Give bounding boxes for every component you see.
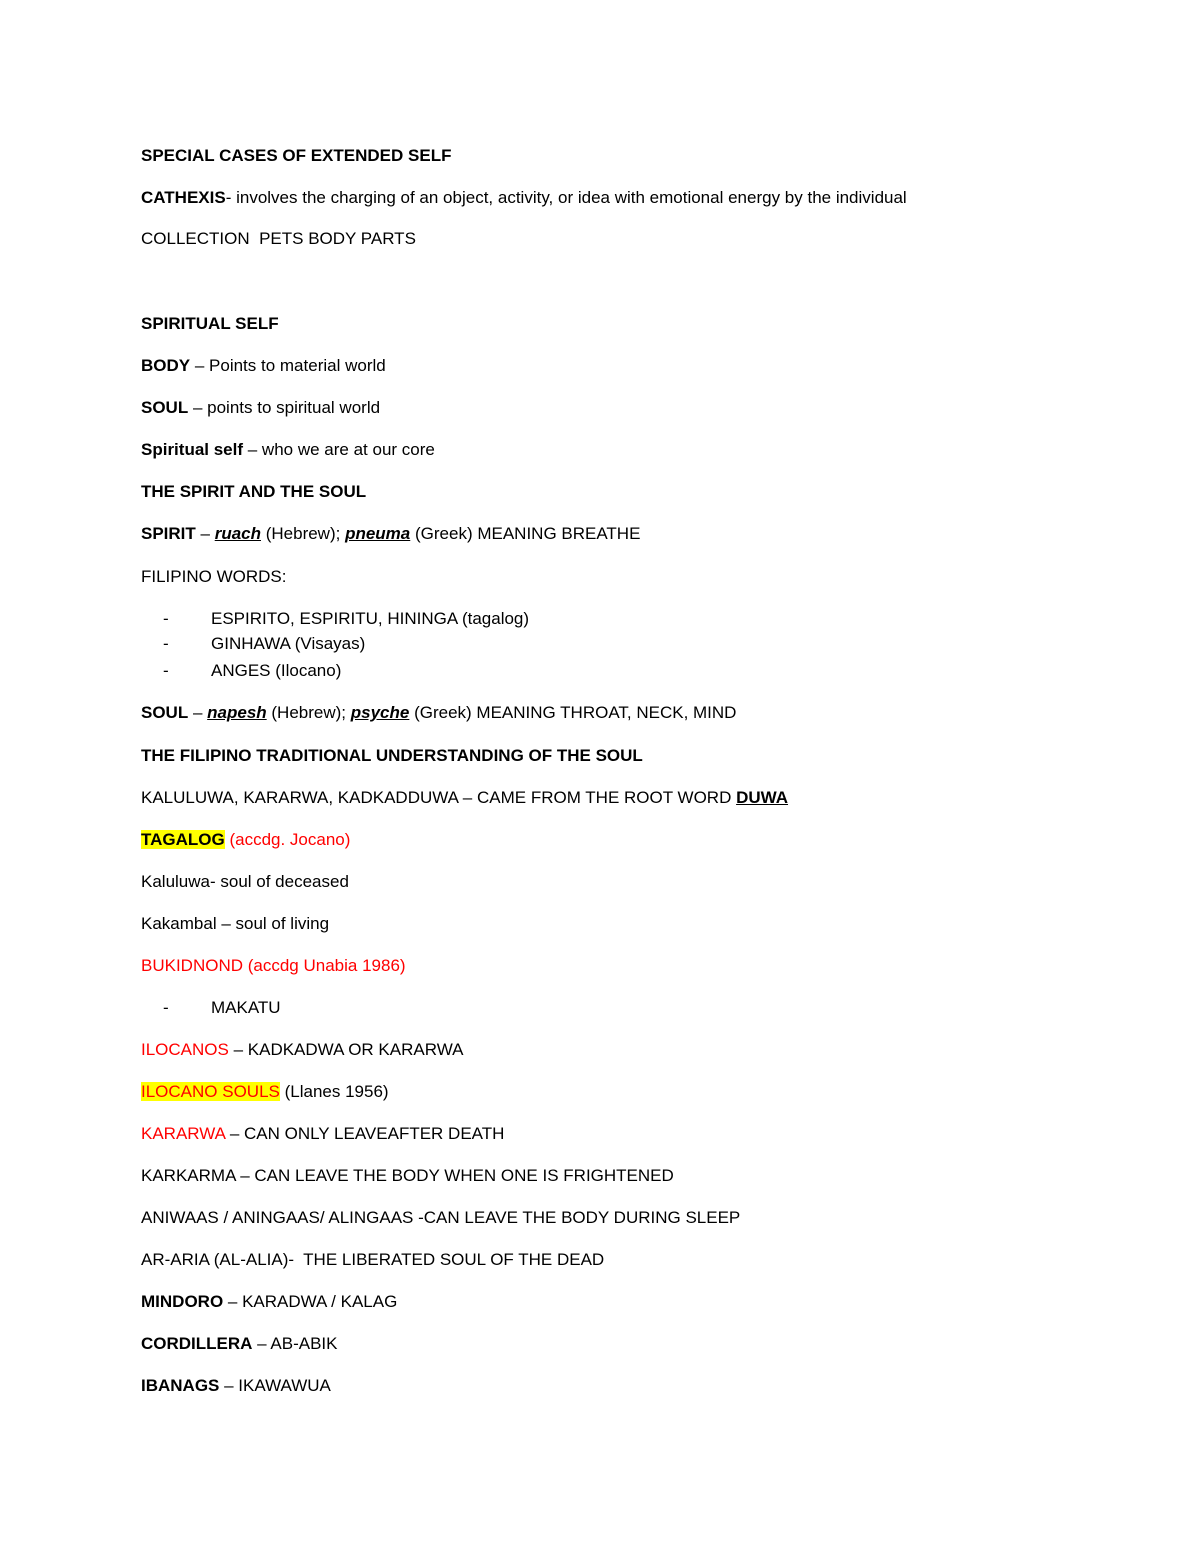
mindoro-line <box>141 1291 397 1313</box>
ilocanos-line <box>141 1039 463 1061</box>
kararwa-definition: – CAN ONLY LEAVEAFTER DEATH <box>225 1124 505 1143</box>
kararwa-label: KARARWA <box>141 1124 226 1143</box>
heading-spiritual-self: SPIRITUAL SELF <box>141 314 279 333</box>
ilocanos-label: ILOCANOS <box>141 1040 229 1059</box>
list-item: MAKATU <box>211 998 281 1017</box>
ilocano-souls-line <box>141 1081 389 1103</box>
cathexis-line <box>141 187 907 209</box>
soul-term: SOUL <box>141 398 189 417</box>
ilocanos-definition: – KADKADWA OR KARARWA <box>228 1040 464 1059</box>
soul-etymology-line <box>141 702 736 724</box>
root-word-line <box>141 787 788 809</box>
soul-hebrew-word: napesh <box>207 703 267 722</box>
ibanags-line <box>141 1375 331 1397</box>
spiritual-self-line <box>141 439 435 461</box>
cordillera-term: CORDILLERA <box>141 1334 253 1353</box>
spirit-hebrew-label: (Hebrew); <box>261 524 346 543</box>
body-term: BODY <box>141 356 191 375</box>
bullet-dash: - <box>163 998 169 1017</box>
heading-filipino-soul: THE FILIPINO TRADITIONAL UNDERSTANDING OF THE SOUL <box>141 746 643 765</box>
body-line <box>141 355 386 377</box>
bullet-dash: - <box>163 609 169 628</box>
soul-line <box>141 397 380 419</box>
spiritual-self-definition: – who we are at our core <box>243 440 435 459</box>
heading-extended-self: SPECIAL CASES OF EXTENDED SELF <box>141 146 452 165</box>
cordillera-definition: – AB-ABIK <box>252 1334 338 1353</box>
soul-etym-term: SOUL <box>141 703 189 722</box>
ibanags-definition: – IKAWAWUA <box>219 1376 331 1395</box>
cathexis-term: CATHEXIS <box>141 188 226 207</box>
mindoro-term: MINDORO <box>141 1292 224 1311</box>
body-definition: – Points to material world <box>190 356 386 375</box>
mindoro-definition: – KARADWA / KALAG <box>223 1292 398 1311</box>
spirit-greek-word: pneuma <box>345 524 411 543</box>
root-word-text: KALULUWA, KARARWA, KADKADDUWA – CAME FROM THE ROOT WORD <box>141 788 737 807</box>
spirit-etymology-line <box>141 523 640 545</box>
karkarma-line: KARKARMA – CAN LEAVE THE BODY WHEN ONE IS FRIGHTENED <box>141 1166 674 1185</box>
kararwa-line <box>141 1123 504 1145</box>
list-item: GINHAWA (Visayas) <box>211 634 366 653</box>
bullet-dash: - <box>163 661 169 680</box>
list-item: ESPIRITO, ESPIRITU, HININGA (tagalog) <box>211 609 530 628</box>
list-item: ANGES (Ilocano) <box>211 661 342 680</box>
soul-hebrew-label: (Hebrew); <box>266 703 351 722</box>
tagalog-source: (accdg. Jocano) <box>224 830 351 849</box>
cathexis-definition: - involves the charging of an object, activity, or idea with emotional energy by the individual <box>225 188 907 207</box>
cordillera-line <box>141 1333 338 1355</box>
aniwaas-line: ANIWAAS / ANINGAAS/ ALINGAAS -CAN LEAVE THE BODY DURING SLEEP <box>141 1208 741 1227</box>
spirit-hebrew-word: ruach <box>214 524 261 543</box>
ilocano-souls-label: ILOCANO SOULS <box>141 1082 280 1101</box>
ibanags-term: IBANAGS <box>141 1376 220 1395</box>
spirit-greek-label: (Greek) MEANING BREATHE <box>410 524 641 543</box>
soul-etym-dash: – <box>188 703 208 722</box>
kaluluwa-line: Kaluluwa- soul of deceased <box>141 872 349 891</box>
soul-greek-word: psyche <box>350 703 410 722</box>
root-word: DUWA <box>736 788 789 807</box>
bukidnond-line: BUKIDNOND (accdg Unabia 1986) <box>141 956 406 975</box>
tagalog-label: TAGALOG <box>141 830 225 849</box>
cathexis-examples: COLLECTION PETS BODY PARTS <box>141 229 416 248</box>
ilocano-souls-source: (Llanes 1956) <box>279 1082 389 1101</box>
spirit-term: SPIRIT <box>141 524 196 543</box>
heading-spirit-and-soul: THE SPIRIT AND THE SOUL <box>141 482 367 501</box>
spiritual-self-term: Spiritual self <box>141 440 244 459</box>
kakambal-line: Kakambal – soul of living <box>141 914 330 933</box>
soul-definition: – points to spiritual world <box>188 398 381 417</box>
tagalog-line <box>141 829 350 851</box>
filipino-words-label: FILIPINO WORDS: <box>141 567 287 586</box>
spirit-dash: – <box>195 524 215 543</box>
araria-line: AR-ARIA (AL-ALIA)- THE LIBERATED SOUL OF THE DEAD <box>141 1250 605 1269</box>
bullet-dash: - <box>163 634 169 653</box>
soul-greek-label: (Greek) MEANING THROAT, NECK, MIND <box>409 703 737 722</box>
